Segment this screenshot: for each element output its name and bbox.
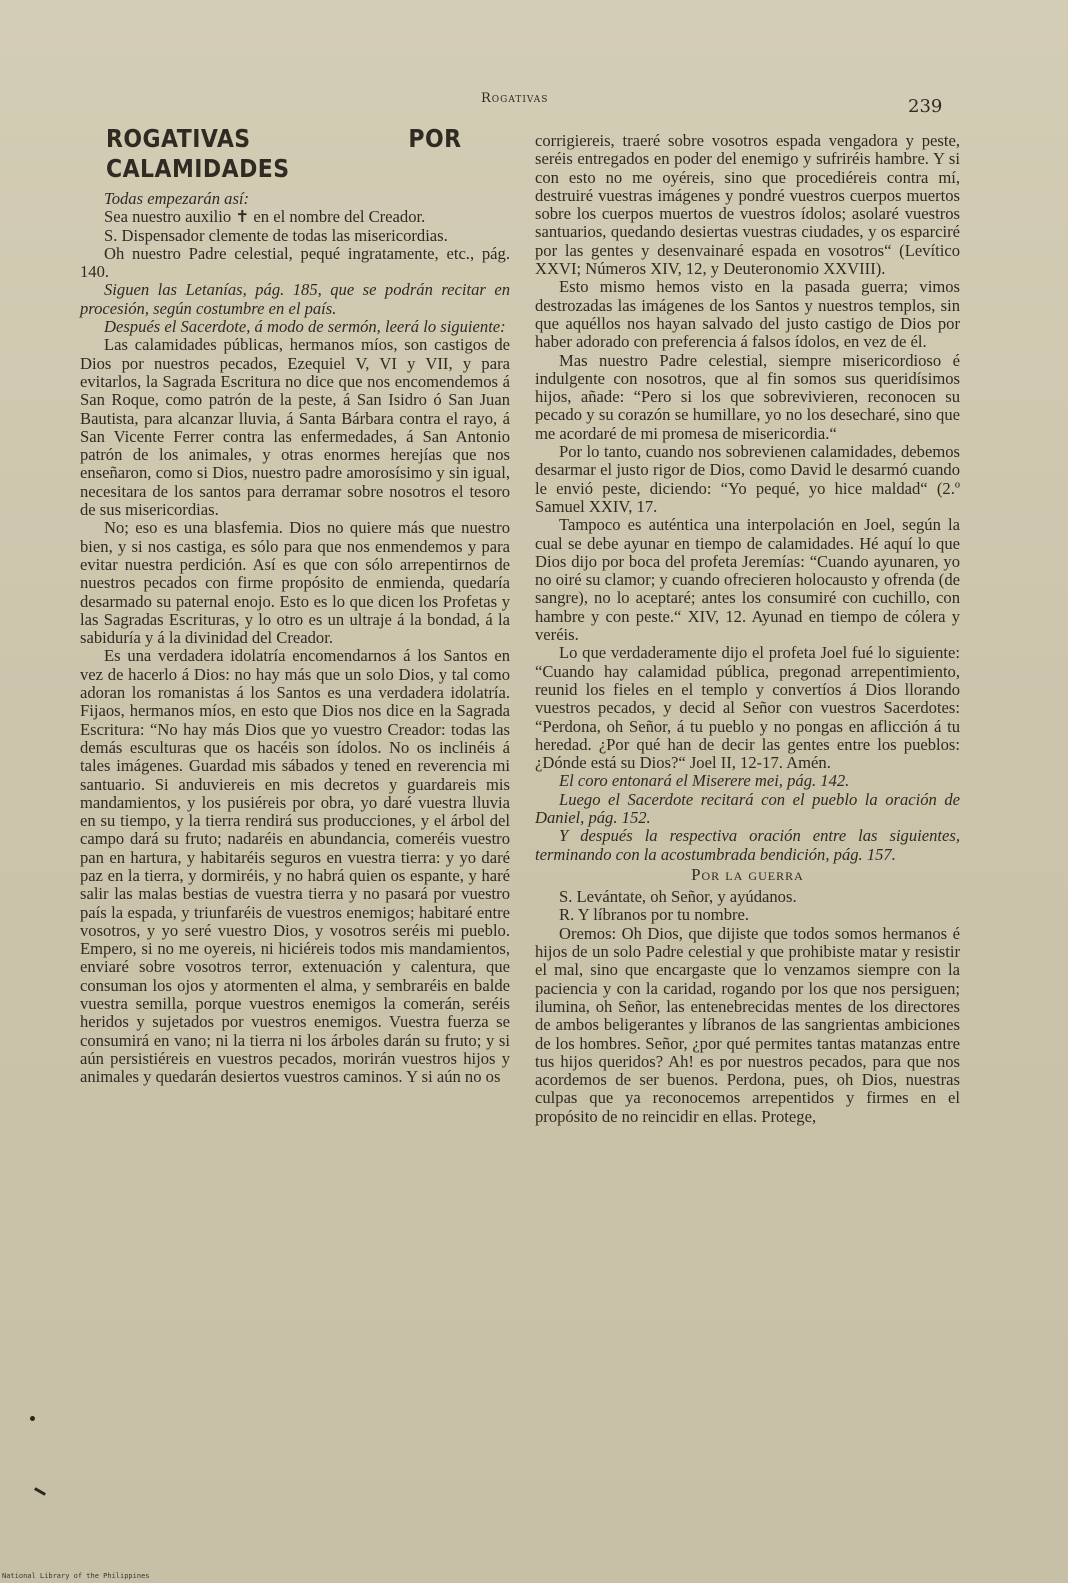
paragraph: Mas nuestro Padre celestial, siempre misericordioso é indulgente con nosotros, que al fin somos sus queridísimos hijos, añade: “Pero si los que sobrevivieren, reconocen su pecado y su corazón se humillare, yo no los desecharé, sino que me acordaré de mi promesa de misericordia.“ [535,350,960,443]
paragraph: Es una verdadera idolatría encomendarnos á los Santos en vez de hacerlo á Dios: no hay más que un solo Dios, y tal como adoran los romanistas á los Santos es una verdadera idolatría. Fijaos, hermanos míos, en esto que Dios nos dice en la Sagrada Escritura: “No hay más Dios que yo vuestro Creador: todas las demás esculturas que os hacéis son ídolos. No os inclinéis á tales imágenes. Guardad mis sábados y tened en reverencia mi santuario. Si anduviereis en mis decretos y guardareis mis mandamientos, y los pusiéreis por obra, yo daré vuestra lluvia en su tiempo, y la tierra rendirá sus producciones, y el árbol del campo dará su fruto; nadaréis en abundancia, comeréis vuestro pan en hartura, y habitaréis seguros en vuestra tierra: y yo daré paz en la tierra, y dormiréis, y no habrá quien os espante, y haré salir las malas bestias de vuestra tierra y no pasará por vuestro país la espada, y triunfaréis de vuestros enemigos; habitaré entre vosotros, y yo seré vuestro Dios, y vosotros seréis mi pueblo. Empero, si no me oyereis, ni hiciéreis todos mis mandamientos, enviaré sobre vosotros terror, extenuación y calentura, que consuman los ojos y atormenten el alma, y sembraréis en balde vuestra semilla, porque vuestros enemigos la comerán, seréis heridos y sujetados por vuestros enemigos. Vuestra fuerza se consumirá en vano; ni la tierra ni los árboles darán su fruto; y si aún persistiéreis en vuestros pecados, morirán vuestros hijos y animales y quedarán desiertos vuestros caminos. Y si aún no os [80,646,510,1087]
paragraph: Oh nuestro Padre celestial, pequé ingratamente, etc., pág. 140. [80,243,510,282]
page-title: ROGATIVAS POR CALAMIDADES [106,124,462,183]
versicle: S. Levántate, oh Señor, y ayúdanos. [559,887,797,907]
rubric-intro: Todas empezarán así: [104,189,250,208]
right-column [535,132,960,1126]
paragraph: Las calamidades públicas, hermanos míos, son castigos de Dios por nuestros pecados, Ezequiel V, VI y VII, y para evitarlos, la Sagrada Escritura no dice que nos encomendemos á San Roque, como patrón de la peste, á San Isidro ó San Juan Bautista, para alcanzar lluvia, á Santa Bárbara contra el rayo, á San Vicente Ferrer contra las enfermedades, á San Antonio patrón de los animales, y otras enormes herejías que nos enseñaron, como si Dios, nuestro padre amorosísimo y sin igual, necesitara de los santos para derramar sobre nosotros el tesoro de sus misericordias. [80,335,510,520]
rubric: El coro entonará el Miserere mei, pág. 142. [559,771,850,791]
paragraph: Tampoco es auténtica una interpolación en Joel, según la cual se debe ayunar en tiempo de calamidades. Hé aquí lo que Dios dijo por boca del profeta Jeremías: “Cuando ayunaren, yo no oiré su clamor; y cuando ofrecieren holocausto y ofrenda (de sangre), no lo aceptaré; antes los consumiré con cuchillo, con hambre y con peste.“ XIV, 12. Ayunad en tiempo de cólera y veréis. [535,515,960,645]
running-head: Rogativas [481,91,549,106]
rubric: Siguen las Letanías, pág. 185, que se podrán recitar en procesión, según costumbre en el país. [80,280,510,318]
paragraph: Lo que verdaderamente dijo el profeta Joel fué lo siguiente: “Cuando hay calamidad pública, pregonad arrepentimiento, reunid los fieles en el templo y convertíos á Dios llorando vuestros pecados, y decid al Señor con vuestros Sacerdotes: “Perdona, oh Señor, á tu pueblo y no pongas en aflicción á tu heredad. ¿Por qué han de decir las gentes entre los pueblos: ¿Dónde está su Dios?“ Joel II, 12-17. Amén. [535,643,960,773]
paragraph: corrigiereis, traeré sobre vosotros espada vengadora y peste, seréis entregados en poder del enemigo y sufriréis hambre. Y si con esto no me oyéreis, sino que procediéreis contra mí, destruiré vuestras imágenes y pondré vuestros cuerpos muertos sobre los cuerpos muertos de vuestros ídolos; asolaré vuestros santuarios, quedando desiertas vuestras ciudades, y os esparciré por las gentes y desenvainaré espada en vosotros“ (Levítico XXVI; Números XIV, 12, y Deuteronomio XXVIII). [535,131,960,279]
rubric: Y después la respectiva oración entre las siguientes, terminando con la acostumbrada bendición, pág. 157. [535,826,960,864]
paragraph: Sea nuestro auxilio ✝ en el nombre del Creador. [104,207,426,227]
paragraph: Esto mismo hemos visto en la pasada guerra; vimos destrozadas las imágenes de los Santos y nuestros templos, sin que aquéllos nos hayan salvado del justo castigo de Dios por haber adorado con preferencia á falsos ídolos, en vez de él. [535,277,960,352]
prayer-paragraph: Oremos: Oh Dios, que dijiste que todos somos hermanos é hijos de un solo Padre celestial y que prohibiste matar y resistir el mal, sino que encargaste que lo venzamos siempre con la paciencia y con la caridad, rogando por los que nos persiguen; ilumina, oh Señor, las entenebrecidas mentes de los directores de ambos beligerantes y líbranos de las sangrientas ambiciones de los hombres. Señor, ¿por qué permites tantas matanzas entre tus hijos queridos? Ah! es por nuestros pecados, para que nos acordemos de ser buenos. Perdona, pues, oh Dios, nuestras culpas que ya reconocemos arrepentidos y firmes en el propósito de no reincidir en ellas. Protege, [535,923,960,1126]
ink-spot [30,1416,35,1421]
section-heading: Por la guerra [691,864,804,884]
page-number: 239 [908,96,943,117]
rubric: Luego el Sacerdote recitará con el pueblo la oración de Daniel, pág. 152. [535,789,960,827]
library-credit: National Library of the Philippines [2,1572,150,1580]
paragraph: No; eso es una blasfemia. Dios no quiere más que nuestro bien, y si nos castiga, es sólo para que nos enmendemos y para evitar nuestra perdición. Así es que con sólo arrepentirnos de nuestros pecados con firme propósito de enmienda, quedaría desarmado su paternal enojo. Esto es lo que dicen los Profetas y las Sagradas Escrituras, y lo otro es un ultraje á la bondad, á la sabiduría y á la divinidad del Creador. [80,518,510,648]
paragraph: S. Dispensador clemente de todas las misericordias. [104,225,448,245]
paragraph: Por lo tanto, cuando nos sobrevienen calamidades, debemos desarmar el justo rigor de Dios, como David le desarmó cuando le envió peste, diciendo: “Yo pequé, yo hice maldad“ (2.º Samuel XXIV, 17. [535,442,960,516]
left-column [80,124,510,1087]
response: R. Y líbranos por tu nombre. [559,905,750,925]
ink-spot [34,1487,46,1496]
rubric: Después el Sacerdote, á modo de sermón, leerá lo siguiente: [104,317,506,337]
